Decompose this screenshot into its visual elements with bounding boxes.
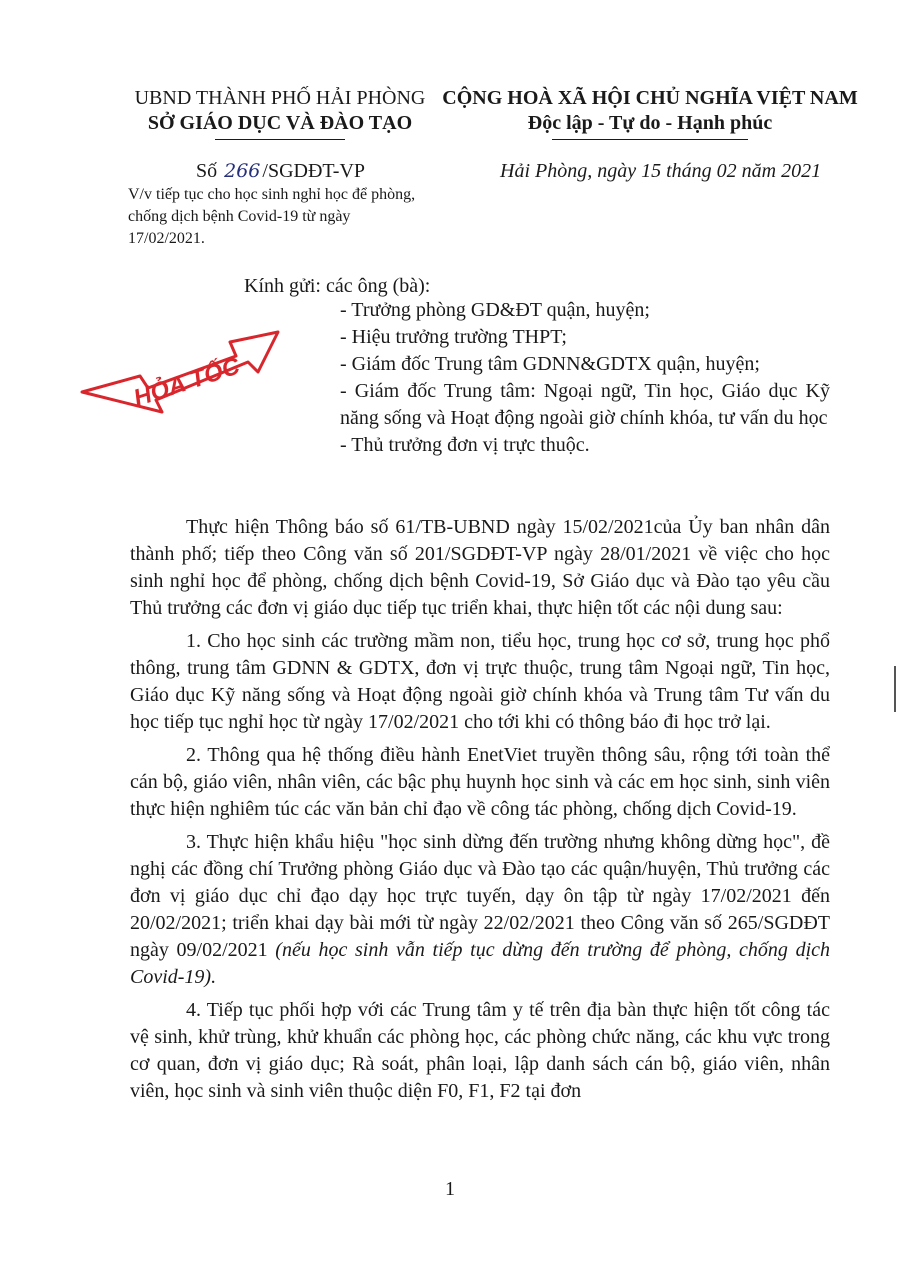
document-subject: V/v tiếp tục cho học sinh nghỉ học để phòng, chống dịch bệnh Covid-19 từ ngày 17/02/2021. <box>128 186 416 247</box>
recipient-list <box>340 297 830 459</box>
national-motto <box>430 86 870 140</box>
item-paragraph-1: 1. Cho học sinh các trường mầm non, tiểu học, trung học cơ sở, trung học phổ thông, trung tâm GDNN & GDTX, đơn vị trực thuộc, trung tâm Ngoại ngữ, Tin học, Giáo dục Kỹ năng sống và Hoạt động ngoài giờ chính khóa và Trung tâm Tư vấn du học tiếp tục nghỉ học từ ngày 17/02/2021 cho tới khi có thông báo đi học trở lại. <box>130 630 830 733</box>
item-3-italic-note: (nếu học sinh vẫn tiếp tục dừng đến trường để phòng, chống dịch Covid-19). <box>130 939 831 988</box>
recipient-item: - Trưởng phòng GD&ĐT quận, huyện; <box>340 299 650 321</box>
item-3-main: 3. Thực hiện khẩu hiệu "học sinh dừng đến trường nhưng không dừng học", đề nghị các đồng chí Trưởng phòng Giáo dục và Đào tạo các quận/huyện, Thủ trưởng các đơn vị giáo dục chỉ đạo dạy học trực tuyến, dạy ôn tập từ ngày 17/02/2021 đến 20/02/2021; triển khai dạy bài mới từ ngày 22/02/2021 theo Công văn số 265/SGDĐT ngày 09/02/2021 <box>130 831 830 961</box>
doc-number-suffix: /SGDĐT-VP <box>262 160 366 182</box>
salutation: Kính gửi: các ông (bà): <box>244 275 431 297</box>
document-body <box>130 514 830 1111</box>
doc-number-handwritten: 266 <box>224 160 261 182</box>
item-paragraph-2: 2. Thông qua hệ thống điều hành EnetViet truyền thông sâu, rộng tới toàn thể cán bộ, giáo viên, nhân viên, các bậc phụ huynh học sinh và các em học sinh, sinh viên thực hiện nghiêm túc các văn bản chỉ đạo về công tác phòng, chống dịch Covid-19. <box>130 744 830 820</box>
recipient-item: - Giám đốc Trung tâm: Ngoại ngữ, Tin học, Giáo dục Kỹ năng sống và Hoạt động ngoài giờ chính khóa, tư vấn du học <box>340 380 830 429</box>
recipient-item: - Giám đốc Trung tâm GDNN&GDTX quận, huyện; <box>340 353 760 375</box>
document-number <box>196 160 365 183</box>
recipient-item: - Hiệu trưởng trường THPT; <box>340 326 567 348</box>
authority-underline <box>215 139 345 140</box>
doc-number-prefix: Số <box>196 160 218 182</box>
scan-edge-mark <box>894 666 896 712</box>
motto-line-2: Độc lập - Tự do - Hạnh phúc <box>527 112 773 134</box>
authority-line-1: UBND THÀNH PHỐ HẢI PHÒNG <box>134 87 426 109</box>
item-paragraph-4: 4. Tiếp tục phối hợp với các Trung tâm y tế trên địa bàn thực hiện tốt công tác vệ sinh, khử trùng, khử khuẩn các phòng học, các phòng chức năng, các khu vực trong cơ quan, đơn vị giáo dục; Rà soát, phân loại, lập danh sách cán bộ, giáo viên, nhân viên, học sinh và sinh viên thuộc diện F0, F1, F2 tại đơn <box>130 999 830 1102</box>
intro-paragraph: Thực hiện Thông báo số 61/TB-UBND ngày 15/02/2021của Ủy ban nhân dân thành phố; tiếp theo Công văn số 201/SGDĐT-VP ngày 28/01/2021 về việc cho học sinh nghỉ học để phòng, chống dịch bệnh Covid-19, Sở Giáo dục và Đào tạo yêu cầu Thủ trưởng các đơn vị giáo dục tiếp tục triển khai, thực hiện tốt các nội dung sau: <box>130 516 830 619</box>
motto-underline <box>552 139 748 140</box>
stamp-label: HỎA TỐC <box>130 352 244 413</box>
motto-line-1: CỘNG HOÀ XÃ HỘI CHỦ NGHĨA VIỆT NAM <box>442 87 858 109</box>
issue-date: Hải Phòng, ngày 15 tháng 02 năm 2021 <box>500 160 822 182</box>
item-paragraph-3 <box>130 829 830 991</box>
authority-line-2: SỞ GIÁO DỤC VÀ ĐÀO TẠO <box>147 112 413 134</box>
recipient-item: - Thủ trưởng đơn vị trực thuộc. <box>340 434 590 456</box>
page-number: 1 <box>445 1178 455 1200</box>
issuing-authority <box>110 86 450 140</box>
urgent-stamp-icon <box>78 316 288 416</box>
